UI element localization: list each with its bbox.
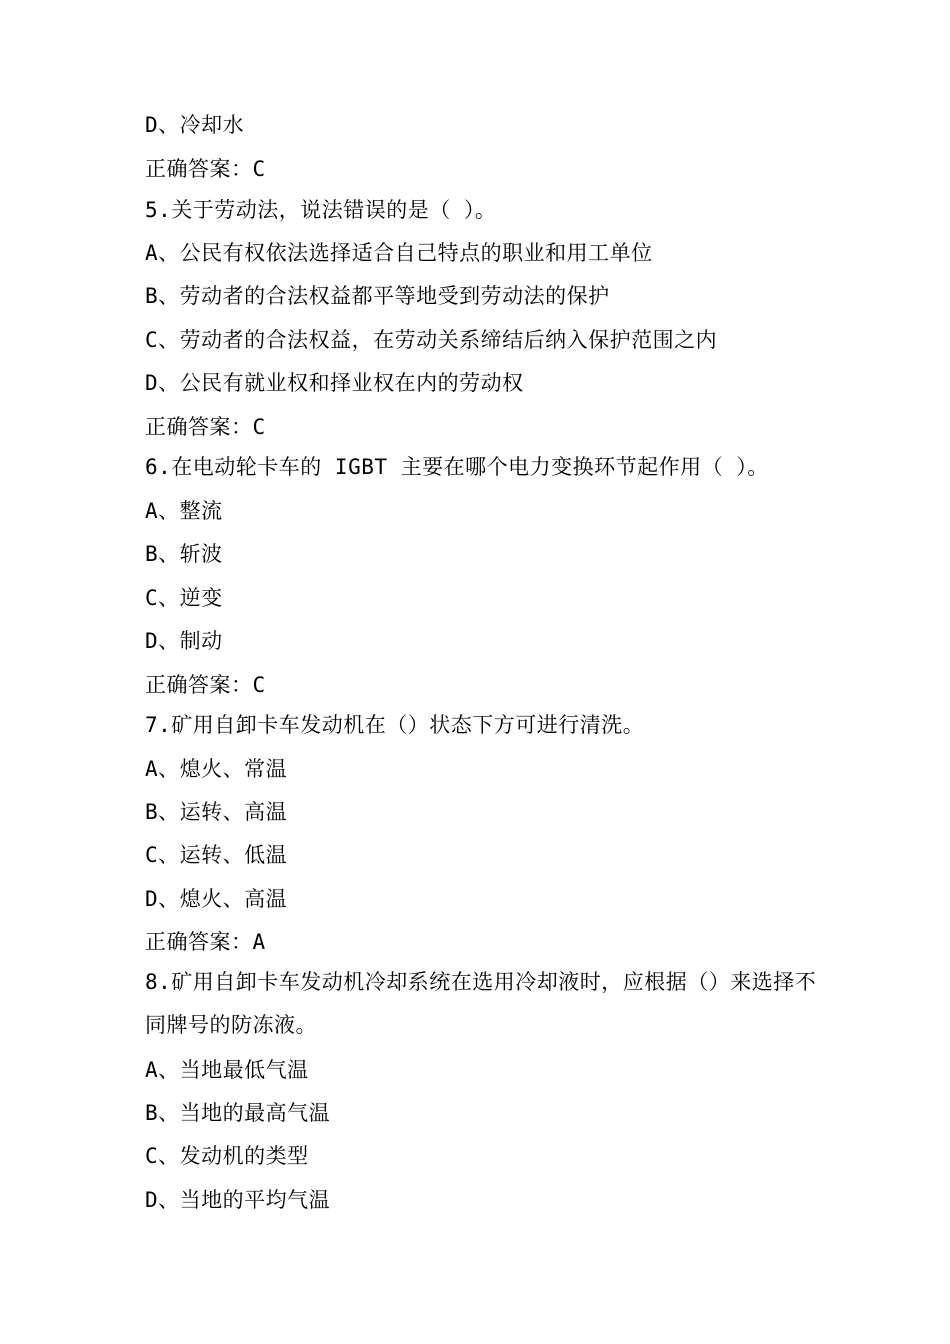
q7-answer: 正确答案：A bbox=[145, 930, 266, 954]
q6-option-d: D、制动 bbox=[145, 629, 223, 653]
q8-option-c: C、发动机的类型 bbox=[145, 1144, 309, 1168]
q8-option-b: B、当地的最高气温 bbox=[145, 1101, 331, 1125]
q5-option-d: D、公民有就业权和择业权在内的劳动权 bbox=[145, 371, 524, 395]
q4-option-d: D、冷却水 bbox=[145, 113, 245, 137]
q7-option-d: D、熄火、高温 bbox=[145, 887, 288, 911]
q7-question: 7.矿用自卸卡车发动机在（）状态下方可进行清洗。 bbox=[145, 713, 645, 737]
q6-option-a: A、整流 bbox=[145, 499, 223, 523]
q5-option-b: B、劳动者的合法权益都平等地受到劳动法的保护 bbox=[145, 284, 610, 308]
q6-option-b: B、斩波 bbox=[145, 542, 223, 566]
q5-option-c: C、劳动者的合法权益，在劳动关系缔结后纳入保护范围之内 bbox=[145, 328, 718, 352]
q7-option-a: A、熄火、常温 bbox=[145, 757, 288, 781]
q8-option-a: A、当地最低气温 bbox=[145, 1058, 309, 1082]
q8-question: 8.矿用自卸卡车发动机冷却系统在选用冷却液时，应根据（）来选择不同牌号的防冻液。 bbox=[145, 970, 817, 1037]
q5-answer: 正确答案：C bbox=[145, 415, 266, 439]
q5-question: 5.关于劳动法，说法错误的是（ ）。 bbox=[145, 198, 497, 222]
q4-answer: 正确答案：C bbox=[145, 157, 266, 181]
q7-option-b: B、运转、高温 bbox=[145, 800, 288, 824]
q5-option-a: A、公民有权依法选择适合自己特点的职业和用工单位 bbox=[145, 241, 653, 265]
q6-option-c: C、逆变 bbox=[145, 586, 223, 610]
q6-answer: 正确答案：C bbox=[145, 673, 266, 697]
q8-option-d: D、当地的平均气温 bbox=[145, 1188, 331, 1212]
q6-question: 6.在电动轮卡车的 IGBT 主要在哪个电力变换环节起作用（ ）。 bbox=[145, 455, 769, 479]
q7-option-c: C、运转、低温 bbox=[145, 843, 288, 867]
